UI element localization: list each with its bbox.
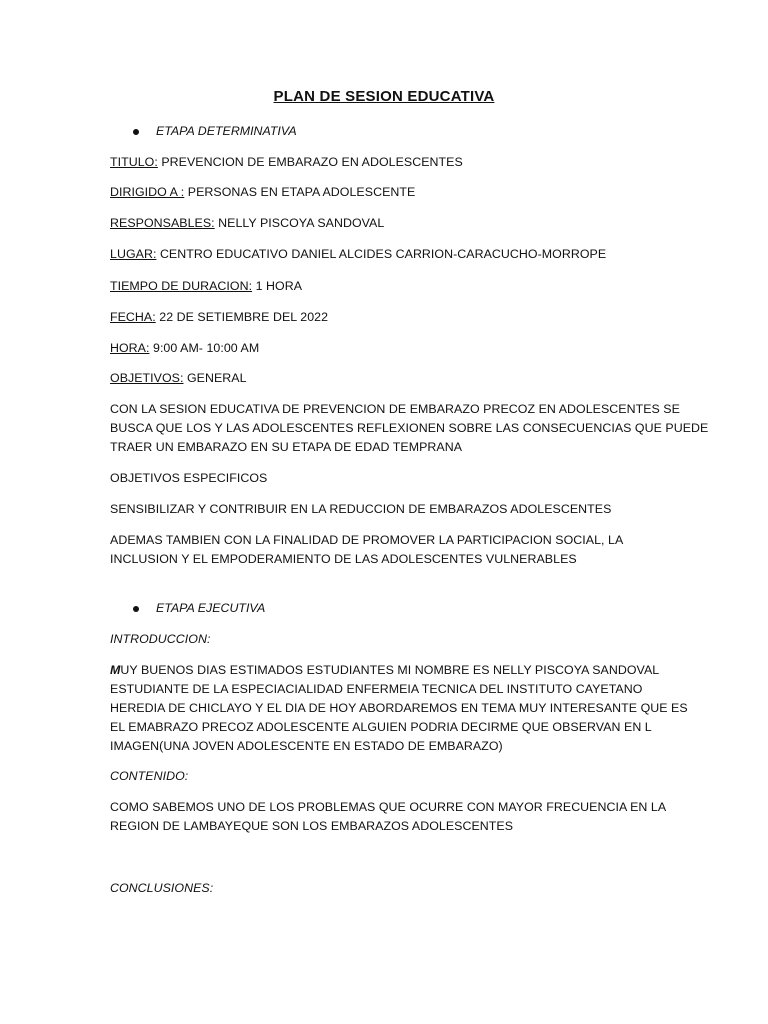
general-objective-line-2: BUSCA QUE LOS Y LAS ADOLESCENTES REFLEXIONEN SOBRE LAS CONSECUENCIAS QUE PUEDE bbox=[110, 421, 709, 435]
field-fecha bbox=[110, 308, 670, 327]
intro-heading: INTRODUCCION: bbox=[110, 632, 211, 646]
stage-determinativa-label: ETAPA DETERMINATIVA bbox=[156, 124, 297, 138]
intro-line-3: HEREDIA DE CHICLAYO Y EL DIA DE HOY ABORDAREMOS EN TEMA MUY INTERESANTE QUE ES bbox=[110, 701, 688, 715]
field-value: CENTRO EDUCATIVO DANIEL ALCIDES CARRION-CARACUCHO-MORROPE bbox=[159, 247, 607, 261]
specific-objective-1: SENSIBILIZAR Y CONTRIBUIR EN LA REDUCCION DE EMBARAZOS ADOLESCENTES bbox=[110, 502, 612, 516]
field-value: PERSONAS EN ETAPA ADOLESCENTE bbox=[187, 185, 416, 199]
field-label: DIRIGIDO A : bbox=[110, 185, 185, 199]
field-value: 22 DE SETIEMBRE DEL 2022 bbox=[159, 310, 329, 324]
general-objective-line-3: TRAER UN EMBARAZO EN SU ETAPA DE EDAD TEMPRANA bbox=[110, 440, 463, 454]
field-label: HORA: bbox=[110, 341, 150, 355]
field-value: 9:00 AM- 10:00 AM bbox=[153, 341, 260, 355]
field-label: TIEMPO DE DURACION: bbox=[110, 279, 253, 293]
field-titulo bbox=[110, 153, 670, 172]
field-label: OBJETIVOS: bbox=[110, 371, 184, 385]
field-label: FECHA: bbox=[110, 310, 156, 324]
document-title: PLAN DE SESION EDUCATIVA bbox=[273, 88, 495, 105]
field-label: TITULO: bbox=[110, 155, 158, 169]
content-line-2: REGION DE LAMBAYEQUE SON LOS EMBARAZOS ADOLESCENTES bbox=[110, 819, 514, 833]
field-value: GENERAL bbox=[186, 371, 247, 385]
field-label: LUGAR: bbox=[110, 247, 157, 261]
field-value: 1 HORA bbox=[255, 279, 303, 293]
specific-objective-2-line-2: INCLUSION Y EL EMPODERAMIENTO DE LAS ADOLESCENTES VULNERABLES bbox=[110, 552, 577, 566]
intro-line-5: IMAGEN(UNA JOVEN ADOLESCENTE EN ESTADO DE EMBARAZO) bbox=[110, 739, 503, 753]
field-lugar bbox=[110, 245, 670, 264]
field-tiempo bbox=[110, 277, 670, 296]
bullet-icon bbox=[133, 606, 139, 612]
field-label: RESPONSABLES: bbox=[110, 216, 215, 230]
field-dirigido bbox=[110, 183, 670, 202]
content-heading: CONTENIDO: bbox=[110, 769, 189, 783]
field-hora bbox=[110, 339, 670, 358]
specific-objective-2-line-1: ADEMAS TAMBIEN CON LA FINALIDAD DE PROMOVER LA PARTICIPACION SOCIAL, LA bbox=[110, 533, 624, 547]
field-value: NELLY PISCOYA SANDOVAL bbox=[218, 216, 385, 230]
content-line-1: COMO SABEMOS UNO DE LOS PROBLEMAS QUE OCURRE CON MAYOR FRECUENCIA EN LA bbox=[110, 800, 667, 814]
field-objetivos bbox=[110, 369, 670, 388]
intro-line-2: ESTUDIANTE DE LA ESPECIACIALIDAD ENFERMEIA TECNICA DEL INSTITUTO CAYETANO bbox=[110, 682, 643, 696]
field-value: PREVENCION DE EMBARAZO EN ADOLESCENTES bbox=[161, 155, 463, 169]
field-responsables bbox=[110, 214, 670, 233]
intro-line-1 bbox=[110, 661, 670, 680]
conclusions-heading: CONCLUSIONES: bbox=[110, 881, 214, 895]
bullet-icon bbox=[133, 129, 139, 135]
intro-first-letter: M bbox=[110, 663, 121, 677]
intro-line-1-text: UY BUENOS DIAS ESTIMADOS ESTUDIANTES MI NOMBRE ES NELLY PISCOYA SANDOVAL bbox=[120, 663, 660, 677]
specific-objectives-heading: OBJETIVOS ESPECIFICOS bbox=[110, 471, 268, 485]
stage-ejecutiva-label: ETAPA EJECUTIVA bbox=[156, 601, 266, 615]
general-objective-line-1: CON LA SESION EDUCATIVA DE PREVENCION DE EMBARAZO PRECOZ EN ADOLESCENTES SE bbox=[110, 402, 680, 416]
intro-line-4: EL EMABRAZO PRECOZ ADOLESCENTE ALGUIEN PODRIA DECIRME QUE OBSERVAN EN L bbox=[110, 720, 652, 734]
